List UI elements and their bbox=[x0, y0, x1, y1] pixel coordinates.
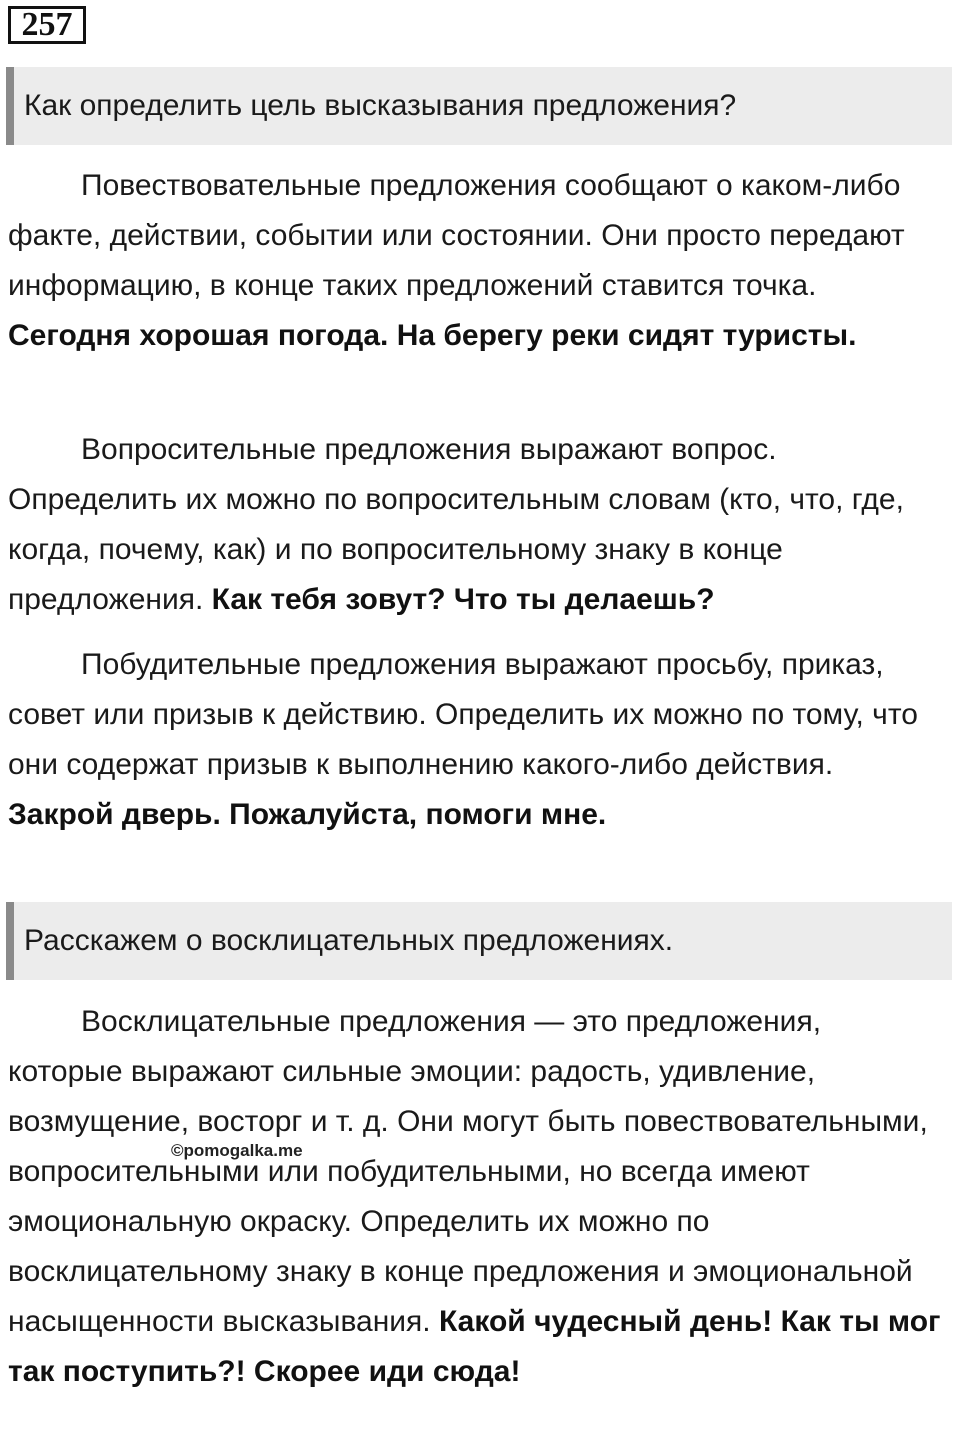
paragraph-examples: Сегодня хорошая погода. На берегу реки сидят туристы. bbox=[8, 319, 857, 352]
question-heading-1: Как определить цель высказывания предложения? bbox=[6, 67, 952, 145]
question-heading-2: Расскажем о восклицательных предложениях. bbox=[6, 902, 952, 980]
paragraph-interrogative bbox=[8, 425, 943, 625]
watermark: ©pomogalka.me bbox=[171, 1141, 303, 1160]
paragraph-imperative bbox=[8, 640, 943, 840]
paragraph-examples: Как тебя зовут? Что ты делаешь? bbox=[211, 583, 715, 616]
paragraph-exclamatory bbox=[8, 997, 943, 1397]
paragraph-declarative bbox=[8, 161, 943, 361]
paragraph-examples: Закрой дверь. Пожалуйста, помоги мне. bbox=[8, 798, 607, 831]
task-number: 257 bbox=[8, 6, 86, 44]
paragraph-text: Побудительные предложения выражают просьбу, приказ, совет или призыв к действию. Определить их можно по тому, что они содержат призыв к выполнению какого-либо действия. bbox=[8, 648, 918, 781]
paragraph-text: Повествовательные предложения сообщают о каком-либо факте, действии, событии или состоянии. Они просто передают информацию, в конце таких предложений ставится точка. bbox=[8, 169, 905, 302]
paragraph-text: Восклицательные предложения — это предложения, которые выражают сильные эмоции: радость, удивление, возмущение, восторг и т. д. Они могут быть повествовательными, вопросительными или побудительными, но всегда имеют эмоциональную окраску. Определить их можно по восклицательному знаку в конце предложения и эмоциональной насыщенности высказывания. bbox=[8, 1005, 928, 1338]
paragraph-text: Вопросительные предложения выражают вопрос. Определить их можно по вопросительным словам (кто, что, где, когда, почему, как) и по вопросительному знаку в конце предложения. bbox=[8, 433, 904, 616]
paragraph-examples: Какой чудесный день! Как ты мог так поступить?! Скорее иди сюда! bbox=[8, 1305, 941, 1388]
